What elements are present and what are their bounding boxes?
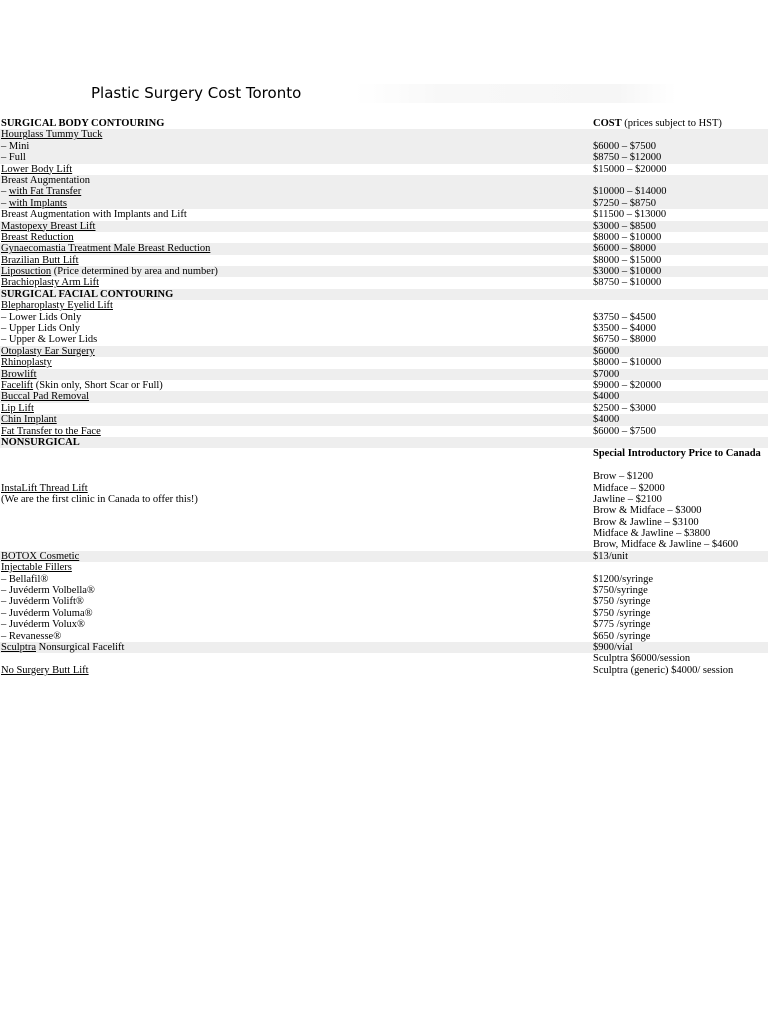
procedure-line xyxy=(1,209,593,220)
text: – Revanesse® xyxy=(1,630,62,642)
cost-cell xyxy=(593,243,768,254)
procedure-link[interactable]: BOTOX Cosmetic xyxy=(1,550,80,562)
text: Jawline – $2100 xyxy=(593,493,662,505)
text: Midface & Jawline – $3800 xyxy=(593,528,711,540)
text: – Upper & Lower Lids xyxy=(1,334,98,346)
cost-line xyxy=(593,198,768,209)
cost-line xyxy=(593,312,768,323)
procedure-link[interactable]: No Surgery Butt Lift xyxy=(1,664,89,676)
cost-line xyxy=(593,391,768,402)
procedure-line xyxy=(1,448,593,459)
text: Brow, Midface & Jawline – $4600 xyxy=(593,539,739,551)
text: – xyxy=(1,186,9,198)
procedure-cell xyxy=(0,232,593,243)
table-row xyxy=(0,551,768,562)
procedure-link[interactable]: Sculptra xyxy=(1,641,36,653)
table-row xyxy=(0,414,768,425)
cost-cell xyxy=(593,255,768,266)
cost-cell xyxy=(593,289,768,300)
cost-line xyxy=(593,300,768,311)
text: $6000 – $7500 xyxy=(593,425,656,437)
procedure-link[interactable]: Brachioplasty Arm Lift xyxy=(1,277,99,289)
procedure-cell xyxy=(0,437,593,448)
cost-line xyxy=(593,631,768,642)
text: $6000 – $7500 xyxy=(593,140,656,152)
procedure-line xyxy=(1,483,593,494)
procedure-link[interactable]: with Implants xyxy=(8,197,67,209)
procedure-cell xyxy=(0,129,593,163)
cost-line xyxy=(593,596,768,607)
procedure-cell xyxy=(0,369,593,380)
section-heading: SURGICAL BODY CONTOURING xyxy=(1,118,165,129)
section-heading: NONSURGICAL xyxy=(1,436,80,448)
cost-line xyxy=(593,608,768,619)
table-row xyxy=(0,642,768,653)
cost-cell xyxy=(593,437,768,448)
procedure-cell xyxy=(0,209,593,220)
cost-cell xyxy=(593,448,768,551)
procedure-link[interactable]: Injectable Fillers xyxy=(1,562,72,574)
procedure-cell xyxy=(0,289,593,300)
procedure-line xyxy=(1,585,593,596)
procedure-line xyxy=(1,608,593,619)
text: $4000 xyxy=(593,391,620,403)
cost-line xyxy=(593,334,768,345)
cost-cell xyxy=(593,277,768,288)
cost-cell xyxy=(593,300,768,346)
procedure-line xyxy=(1,574,593,585)
table-row xyxy=(0,289,768,300)
text: $7250 – $8750 xyxy=(593,197,656,209)
procedure-cell xyxy=(0,221,593,232)
text: – Juvéderm Volbella® xyxy=(1,585,95,597)
text: $7000 xyxy=(593,368,620,380)
cost-cell xyxy=(593,118,768,129)
text: – xyxy=(1,197,9,209)
table-row xyxy=(0,380,768,391)
procedure-link[interactable]: with Fat Transfer xyxy=(8,186,82,198)
cost-line xyxy=(593,483,768,494)
section-heading: Special Introductory Price to Canada xyxy=(593,448,761,460)
procedure-line xyxy=(1,631,593,642)
procedure-line xyxy=(1,414,593,425)
cost-line xyxy=(593,505,768,516)
cost-cell xyxy=(593,391,768,402)
table-row xyxy=(0,426,768,437)
text: (Skin only, Short Scar or Full) xyxy=(33,379,163,391)
text: (We are the first clinic in Canada to offer this!) xyxy=(1,493,198,505)
cost-line xyxy=(593,562,768,573)
cost-line xyxy=(593,346,768,357)
cost-line xyxy=(593,186,768,197)
cost-line xyxy=(593,175,768,186)
table-row xyxy=(0,448,768,551)
cost-line xyxy=(593,232,768,243)
procedure-link[interactable]: Otoplasty Ear Surgery xyxy=(1,345,95,357)
procedure-line xyxy=(1,357,593,368)
cost-line xyxy=(593,403,768,414)
cost-line xyxy=(593,152,768,163)
cost-line xyxy=(593,574,768,585)
table-row xyxy=(0,562,768,642)
procedure-line xyxy=(1,312,593,323)
cost-line xyxy=(593,437,768,448)
text: $8750 – $10000 xyxy=(593,277,662,289)
cost-table xyxy=(0,118,768,688)
cost-cell xyxy=(593,426,768,437)
cost-cell xyxy=(593,653,768,687)
text: Brow – $1200 xyxy=(593,471,654,483)
cost-cell xyxy=(593,403,768,414)
text: $8000 – $10000 xyxy=(593,357,662,369)
procedure-line xyxy=(1,323,593,334)
table-row xyxy=(0,175,768,209)
cost-line xyxy=(593,118,768,129)
procedure-line xyxy=(1,164,593,175)
text: $3500 – $4000 xyxy=(593,323,656,335)
procedure-cell xyxy=(0,277,593,288)
procedure-line xyxy=(1,528,593,539)
cost-cell xyxy=(593,414,768,425)
table-row xyxy=(0,129,768,163)
procedure-line xyxy=(1,676,593,687)
procedure-line xyxy=(1,232,593,243)
cost-line xyxy=(593,528,768,539)
cost-line xyxy=(593,676,768,687)
cost-cell xyxy=(593,129,768,163)
procedure-line xyxy=(1,198,593,209)
procedure-link[interactable]: Lower Body Lift xyxy=(1,163,73,175)
page-title: Plastic Surgery Cost Toronto xyxy=(91,84,676,103)
procedure-link[interactable]: Hourglass Tummy Tuck xyxy=(1,129,103,141)
table-row xyxy=(0,357,768,368)
procedure-link[interactable]: Mastopexy Breast Lift xyxy=(1,220,96,232)
table-row xyxy=(0,300,768,346)
table-row xyxy=(0,369,768,380)
cost-line xyxy=(593,323,768,334)
procedure-line xyxy=(1,129,593,140)
procedure-line xyxy=(1,380,593,391)
cost-line xyxy=(593,585,768,596)
text: $3750 – $4500 xyxy=(593,311,656,323)
procedure-cell xyxy=(0,653,593,687)
procedure-line xyxy=(1,460,593,471)
text: $900/vial xyxy=(593,641,633,653)
procedure-line xyxy=(1,596,593,607)
cost-line xyxy=(593,471,768,482)
procedure-cell xyxy=(0,380,593,391)
table-row xyxy=(0,232,768,243)
text: $6000 – $8000 xyxy=(593,243,656,255)
text: $775 /syringe xyxy=(593,619,651,631)
text: $650 /syringe xyxy=(593,630,651,642)
procedure-link[interactable]: Blepharoplasty Eyelid Lift xyxy=(1,300,113,312)
text: – Juvéderm Volift® xyxy=(1,596,84,608)
section-heading: COST xyxy=(593,118,622,129)
procedure-line xyxy=(1,403,593,414)
procedure-line xyxy=(1,562,593,573)
procedure-link[interactable]: Fat Transfer to the Face xyxy=(1,425,101,437)
procedure-line xyxy=(1,175,593,186)
procedure-line xyxy=(1,266,593,277)
procedure-cell xyxy=(0,175,593,209)
procedure-link[interactable]: Gynaecomastia Treatment Male Breast Reduction xyxy=(1,243,211,255)
cost-line xyxy=(593,289,768,300)
procedure-line xyxy=(1,642,593,653)
procedure-link[interactable]: Browlift xyxy=(1,368,37,380)
cost-cell xyxy=(593,380,768,391)
procedure-cell xyxy=(0,243,593,254)
table-row xyxy=(0,391,768,402)
text: $1200/syringe xyxy=(593,573,654,585)
cost-line xyxy=(593,551,768,562)
text: – Full xyxy=(1,152,26,164)
procedure-cell xyxy=(0,300,593,346)
text: $9000 – $20000 xyxy=(593,379,662,391)
text: – Juvéderm Volux® xyxy=(1,619,86,631)
procedure-cell xyxy=(0,164,593,175)
text: $3000 – $8500 xyxy=(593,220,656,232)
procedure-line xyxy=(1,539,593,550)
procedure-cell xyxy=(0,266,593,277)
cost-line xyxy=(593,426,768,437)
cost-line xyxy=(593,209,768,220)
cost-line xyxy=(593,460,768,471)
procedure-line xyxy=(1,369,593,380)
cost-line xyxy=(593,642,768,653)
procedure-link[interactable]: InstaLift Thread Lift xyxy=(1,482,88,494)
procedure-line xyxy=(1,391,593,402)
text: Midface – $2000 xyxy=(593,482,665,494)
cost-line xyxy=(593,653,768,664)
cost-cell xyxy=(593,175,768,209)
text: Nonsurgical Facelift xyxy=(36,641,125,653)
cost-line xyxy=(593,517,768,528)
procedure-line xyxy=(1,118,593,129)
text: – Bellafil® xyxy=(1,573,49,585)
cost-cell xyxy=(593,369,768,380)
text: – Lower Lids Only xyxy=(1,311,82,323)
text: $8750 – $12000 xyxy=(593,152,662,164)
text: $6000 xyxy=(593,345,620,357)
procedure-line xyxy=(1,243,593,254)
cost-line xyxy=(593,369,768,380)
text: Brow & Jawline – $3100 xyxy=(593,516,699,528)
section-heading: SURGICAL FACIAL CONTOURING xyxy=(1,288,174,300)
text: $8000 – $15000 xyxy=(593,254,662,266)
procedure-line xyxy=(1,653,593,664)
procedure-line xyxy=(1,619,593,630)
cost-line xyxy=(593,380,768,391)
cost-line xyxy=(593,539,768,550)
text: $750 /syringe xyxy=(593,607,651,619)
text: (prices subject to HST) xyxy=(621,118,722,129)
cost-line xyxy=(593,221,768,232)
table-row xyxy=(0,118,768,129)
procedure-cell xyxy=(0,448,593,551)
cost-line xyxy=(593,243,768,254)
procedure-cell xyxy=(0,551,593,562)
text: – Upper Lids Only xyxy=(1,323,81,335)
text: $11500 – $13000 xyxy=(593,209,667,221)
cost-line xyxy=(593,129,768,140)
procedure-cell xyxy=(0,255,593,266)
cost-cell xyxy=(593,164,768,175)
text: – Mini xyxy=(1,140,30,152)
text: $750/syringe xyxy=(593,585,648,597)
procedure-line xyxy=(1,551,593,562)
text: Sculptra $6000/session xyxy=(593,653,691,665)
table-row xyxy=(0,277,768,288)
cost-line xyxy=(593,357,768,368)
procedure-line xyxy=(1,300,593,311)
procedure-line xyxy=(1,186,593,197)
procedure-link[interactable]: Chin Implant xyxy=(1,414,57,426)
text: $15000 – $20000 xyxy=(593,163,667,175)
procedure-line xyxy=(1,426,593,437)
table-row xyxy=(0,243,768,254)
cost-line xyxy=(593,164,768,175)
cost-cell xyxy=(593,642,768,653)
text: $3000 – $10000 xyxy=(593,266,662,278)
text: $8000 – $10000 xyxy=(593,231,662,243)
cost-line xyxy=(593,414,768,425)
procedure-cell xyxy=(0,562,593,642)
procedure-link[interactable]: Rhinoplasty xyxy=(1,357,52,369)
text: $13/unit xyxy=(593,550,629,562)
procedure-line xyxy=(1,346,593,357)
cost-cell xyxy=(593,357,768,368)
cost-line xyxy=(593,255,768,266)
cost-line xyxy=(593,494,768,505)
procedure-link[interactable]: Lip Lift xyxy=(1,402,34,414)
text: $2500 – $3000 xyxy=(593,402,656,414)
procedure-link[interactable]: Liposuction xyxy=(1,266,52,278)
cost-line xyxy=(593,277,768,288)
procedure-cell xyxy=(0,426,593,437)
procedure-link[interactable]: Buccal Pad Removal xyxy=(1,391,90,403)
cost-line xyxy=(593,448,768,459)
text: $4000 xyxy=(593,414,620,426)
cost-cell xyxy=(593,562,768,642)
procedure-line xyxy=(1,665,593,676)
procedure-cell xyxy=(0,346,593,357)
cost-cell xyxy=(593,346,768,357)
table-row xyxy=(0,255,768,266)
procedure-cell xyxy=(0,403,593,414)
text: $750 /syringe xyxy=(593,596,651,608)
text: Breast Augmentation xyxy=(1,174,90,186)
procedure-line xyxy=(1,141,593,152)
table-row xyxy=(0,346,768,357)
procedure-link[interactable]: Facelift xyxy=(1,379,34,391)
text: Sculptra (generic) $4000/ session xyxy=(593,664,734,676)
procedure-line xyxy=(1,505,593,516)
procedure-cell xyxy=(0,414,593,425)
text: Breast Augmentation with Implants and Lift xyxy=(1,209,187,221)
text: Brow & Midface – $3000 xyxy=(593,505,702,517)
procedure-line xyxy=(1,334,593,345)
procedure-cell xyxy=(0,357,593,368)
table-row xyxy=(0,403,768,414)
cost-cell xyxy=(593,551,768,562)
text: (Price determined by area and number) xyxy=(51,266,218,278)
procedure-line xyxy=(1,437,593,448)
text: $6750 – $8000 xyxy=(593,334,656,346)
table-row xyxy=(0,266,768,277)
cost-cell xyxy=(593,232,768,243)
procedure-cell xyxy=(0,118,593,129)
procedure-line xyxy=(1,152,593,163)
cost-cell xyxy=(593,266,768,277)
cost-line xyxy=(593,619,768,630)
procedure-line xyxy=(1,517,593,528)
procedure-line xyxy=(1,471,593,482)
table-row xyxy=(0,437,768,448)
table-row xyxy=(0,164,768,175)
cost-cell xyxy=(593,221,768,232)
procedure-line xyxy=(1,221,593,232)
procedure-cell xyxy=(0,391,593,402)
cost-cell xyxy=(593,209,768,220)
procedure-link[interactable]: Brazilian Butt Lift xyxy=(1,254,79,266)
table-row xyxy=(0,221,768,232)
table-row xyxy=(0,653,768,687)
procedure-link[interactable]: Breast Reduction xyxy=(1,231,74,243)
procedure-line xyxy=(1,494,593,505)
cost-line xyxy=(593,141,768,152)
table-row xyxy=(0,209,768,220)
text: $10000 – $14000 xyxy=(593,186,667,198)
procedure-line xyxy=(1,289,593,300)
procedure-line xyxy=(1,255,593,266)
cost-line xyxy=(593,266,768,277)
text: – Juvéderm Voluma® xyxy=(1,607,93,619)
procedure-line xyxy=(1,277,593,288)
cost-line xyxy=(593,665,768,676)
procedure-cell xyxy=(0,642,593,653)
